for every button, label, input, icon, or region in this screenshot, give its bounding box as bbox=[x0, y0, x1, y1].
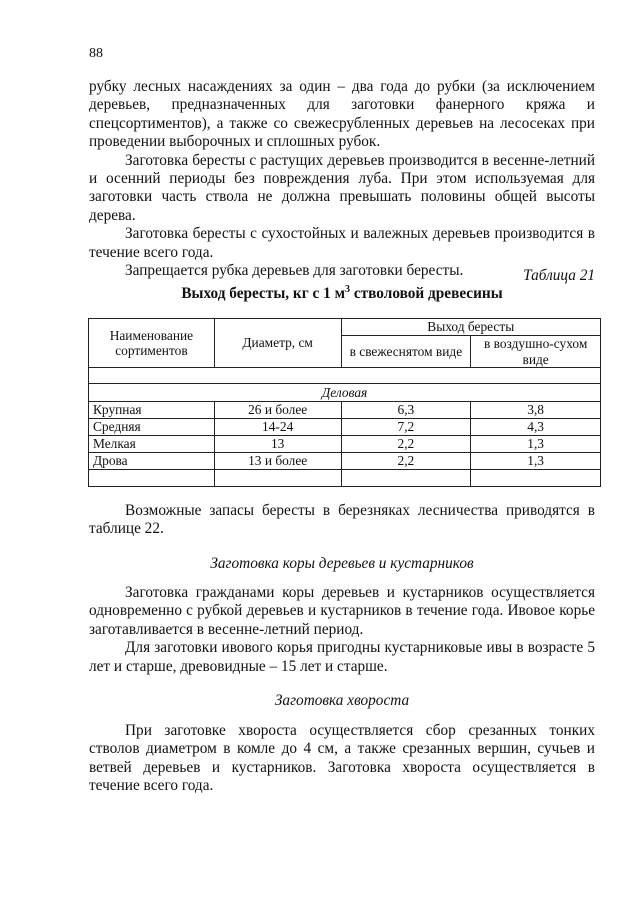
cell-name: Мелкая bbox=[89, 436, 215, 453]
empty-cell bbox=[471, 470, 601, 487]
paragraph: Заготовка гражданами коры деревьев и кустарников осуществляется одновременно с рубкой деревьев и кустарников в течение года. Ивовое корье заготавливается в весенне-летний период. bbox=[89, 584, 595, 638]
table-title-end: стволовой древесины bbox=[350, 285, 503, 302]
empty-cell bbox=[341, 470, 471, 487]
header-fresh: в свежеснятом виде bbox=[341, 336, 471, 368]
cell-diameter: 13 и более bbox=[214, 453, 341, 470]
empty-cell bbox=[214, 470, 341, 487]
paragraph: Возможные запасы бересты в березняках лесничества приводятся в таблице 22. bbox=[89, 502, 595, 538]
table-title-sup: 3 bbox=[345, 283, 351, 295]
table-title-main: Выход бересты, кг с 1 м bbox=[181, 285, 346, 302]
cell-fresh: 7,2 bbox=[341, 419, 471, 436]
bark-section-text bbox=[89, 584, 595, 676]
table-row bbox=[89, 402, 601, 419]
cell-fresh: 2,2 bbox=[341, 436, 471, 453]
paragraph: Запрещается рубка деревьев для заготовки бересты. bbox=[125, 262, 464, 280]
section-row: Деловая bbox=[89, 384, 601, 402]
spacer-row bbox=[89, 368, 601, 384]
cell-fresh: 6,3 bbox=[341, 402, 471, 419]
section-heading-brushwood: Заготовка хвороста bbox=[274, 692, 410, 709]
after-table-text bbox=[89, 502, 595, 539]
paragraph: Заготовка бересты с растущих деревьев производится в весенне-летний и осенний периоды без повреждения луба. При этом используемая для заготовки часть ствола не должна превышать половины общей высоты дерева. bbox=[89, 151, 595, 224]
header-dry: в воздушно-сухом виде bbox=[471, 336, 601, 368]
table-caption: Таблица 21 bbox=[523, 267, 595, 284]
cell-dry: 1,3 bbox=[471, 453, 601, 470]
page-number: 88 bbox=[89, 46, 103, 61]
table-row bbox=[89, 419, 601, 436]
table-title bbox=[89, 285, 595, 303]
paragraph: При заготовке хвороста осуществляется сбор срезанных тонких стволов диаметром в комле до 4 см, а также срезанных вершин, сучьев и ветвей деревьев и кустарников. Заготовка хвороста осуществляется в течение всего года. bbox=[89, 722, 595, 795]
cell-dry: 3,8 bbox=[471, 402, 601, 419]
cell-dry: 4,3 bbox=[471, 419, 601, 436]
brushwood-section-text bbox=[89, 722, 595, 796]
paragraph: рубку лесных насаждениях за один – два года до рубки (за исключением деревьев, предназначенных для заготовки фанерного кряжа и спецсортиментов), а также со свежесрубленных деревьев на лесосеках при проведении выборочных и сплошных рубок. bbox=[89, 78, 595, 151]
cell-fresh: 2,2 bbox=[341, 453, 471, 470]
paragraph: Заготовка бересты с сухостойных и валежных деревьев производится в течение всего года. bbox=[89, 225, 595, 261]
cell-name: Средняя bbox=[89, 419, 215, 436]
header-name: Наименование сортиментов bbox=[89, 319, 215, 368]
cell-diameter: 14-24 bbox=[214, 419, 341, 436]
cell-diameter: 13 bbox=[214, 436, 341, 453]
header-group: Выход бересты bbox=[341, 319, 601, 336]
header-diameter: Диаметр, см bbox=[214, 319, 341, 368]
table-row bbox=[89, 453, 601, 470]
cell-name: Дрова bbox=[89, 453, 215, 470]
intro-text bbox=[89, 78, 595, 280]
section-heading-bark: Заготовка коры деревьев и кустарников bbox=[210, 555, 474, 572]
birch-bark-yield-table bbox=[88, 318, 601, 487]
paragraph: Для заготовки ивового корья пригодны кустарниковые ивы в возрасте 5 лет и старше, древовидные – 15 лет и старше. bbox=[89, 639, 595, 675]
empty-cell bbox=[89, 470, 215, 487]
cell-name: Крупная bbox=[89, 402, 215, 419]
cell-dry: 1,3 bbox=[471, 436, 601, 453]
cell-diameter: 26 и более bbox=[214, 402, 341, 419]
table-row bbox=[89, 436, 601, 453]
